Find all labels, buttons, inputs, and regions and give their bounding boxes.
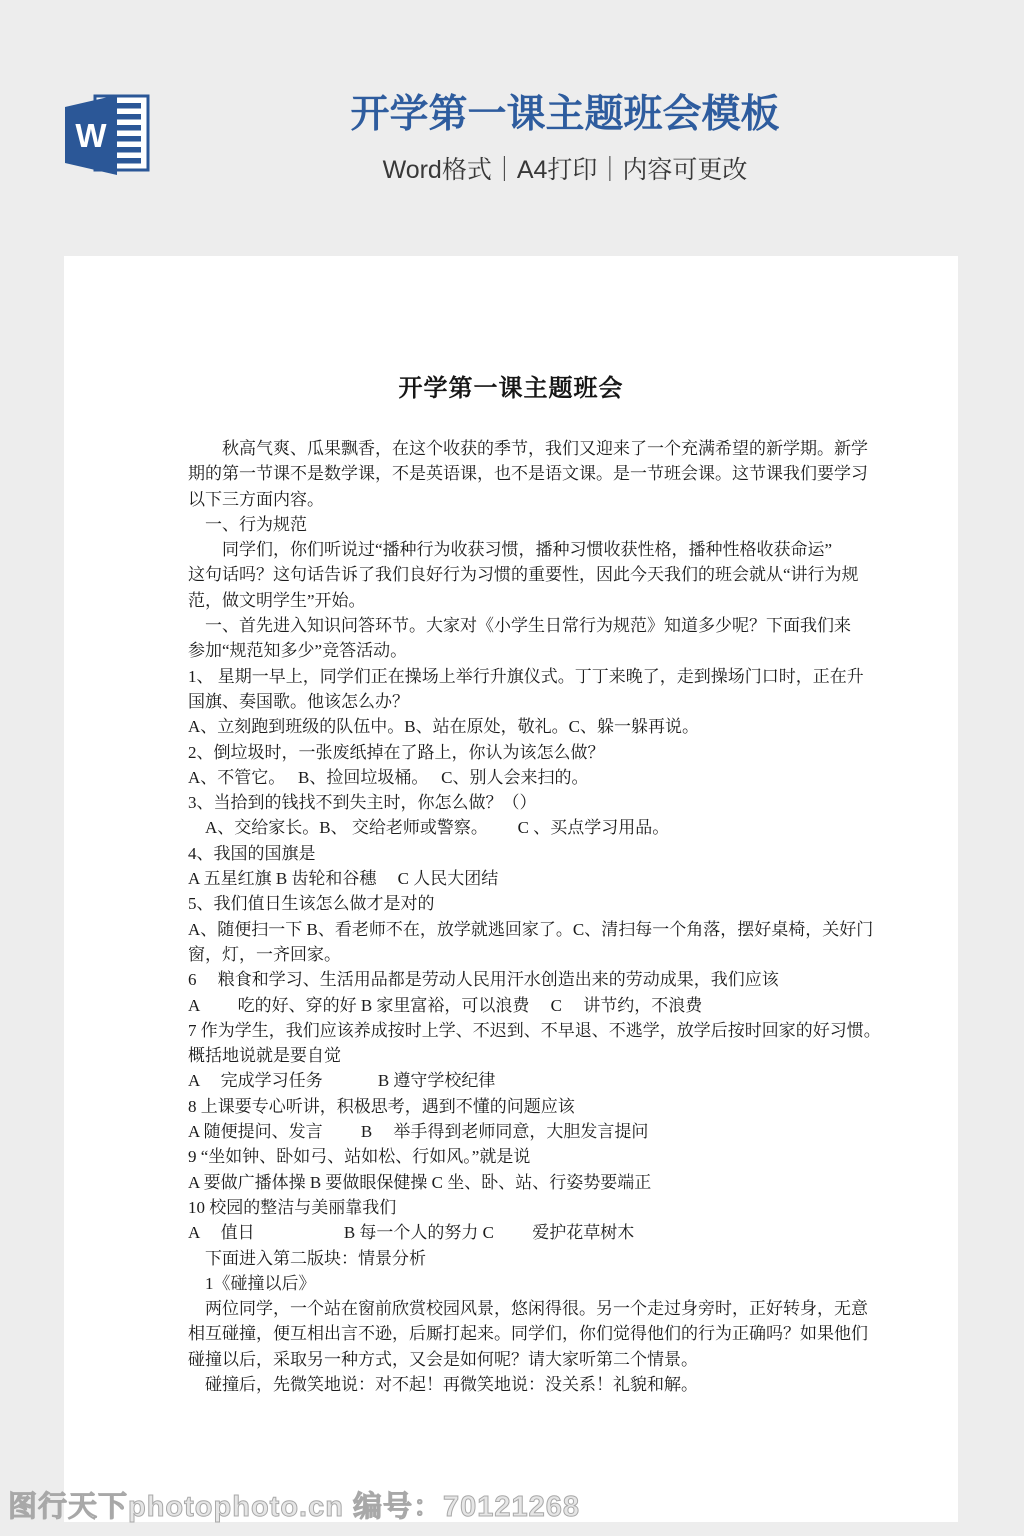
document-line: 概括地说就是要自觉 bbox=[188, 1046, 341, 1066]
document-line: 期的第一节课不是数学课，不是英语课，也不是语文课。是一节班会课。这节课我们要学习 bbox=[188, 464, 868, 484]
document-line: A 五星红旗 B 齿轮和谷穗 C 人民大团结 bbox=[188, 869, 499, 889]
word-icon-letter: W bbox=[75, 117, 107, 154]
template-subtitle: Word格式｜A4打印｜内容可更改 bbox=[382, 156, 748, 184]
document-line: 1、 星期一早上，同学们正在操场上举行升旗仪式。丁丁来晚了，走到操场门口时，正在升 bbox=[188, 666, 864, 686]
document-line: A、不管它。 B、捡回垃圾桶。 C、别人会来扫的。 bbox=[188, 767, 589, 787]
header-text-block bbox=[330, 92, 800, 186]
document-line: 秋高气爽、瓜果飘香，在这个收获的季节，我们又迎来了一个充满希望的新学期。新学 bbox=[188, 439, 868, 458]
document-line: 参加“规范知多少”竞答活动。 bbox=[188, 641, 408, 661]
document-title: 开学第一课主题班会 bbox=[398, 376, 624, 402]
document-line: 3、当拾到的钱找不到失主时，你怎么做？（） bbox=[188, 793, 537, 813]
document-line: 碰撞以后，采取另一种方式，又会是如何呢？请大家听第二个情景。 bbox=[188, 1349, 698, 1369]
document-line: 5、我们值日生该怎么做才是对的 bbox=[188, 894, 435, 914]
document-line: A 完成学习任务 B 遵守学校纪律 bbox=[188, 1071, 496, 1091]
document-line: 以下三方面内容。 bbox=[188, 489, 324, 509]
word-file-icon bbox=[60, 88, 160, 178]
document-line: 同学们，你们听说过“播种行为收获习惯，播种习惯收获性格，播种性格收获命运” bbox=[188, 540, 833, 560]
template-title: 开学第一课主题班会模板 bbox=[350, 93, 780, 136]
document-line: 碰撞后，先微笑地说：对不起！再微笑地说：没关系！礼貌和解。 bbox=[188, 1374, 698, 1394]
document-line: 10 校园的整洁与美丽靠我们 bbox=[188, 1197, 397, 1217]
document-line: 窗，灯，一齐回家。 bbox=[188, 944, 341, 964]
word-file-icon-svg bbox=[60, 88, 160, 178]
document-line: 两位同学，一个站在窗前欣赏校园风景，悠闲得很。另一个走过身旁时，正好转身，无意 bbox=[188, 1299, 868, 1319]
document-line: 7 作为学生，我们应该养成按时上学、不迟到、不早退、不逃学，放学后按时回家的好习惯。 bbox=[188, 1020, 881, 1040]
document-line: 8 上课要专心听讲，积极思考，遇到不懂的问题应该 bbox=[188, 1096, 575, 1116]
document-line: 相互碰撞，便互相出言不逊，后厮打起来。同学们，你们觉得他们的行为正确吗？如果他们 bbox=[188, 1324, 868, 1344]
document-line: A、交给家长。B、 交给老师或警察。 C 、买点学习用品。 bbox=[188, 818, 670, 838]
document-line: A 吃的好、穿的好 B 家里富裕，可以浪费 C 讲节约，不浪费 bbox=[188, 995, 703, 1015]
document-line: 6 粮食和学习、生活用品都是劳动人民用汗水创造出来的劳动成果，我们应该 bbox=[188, 970, 779, 990]
document-line: A 值日 B 每一个人的努力 C 爱护花草树木 bbox=[188, 1223, 635, 1243]
document-line: 1《碰撞以后》 bbox=[188, 1273, 316, 1293]
document-line: 2、倒垃圾时，一张废纸掉在了路上，你认为该怎么做？ bbox=[188, 742, 605, 762]
document-body bbox=[188, 436, 881, 1397]
document-line: 一、首先进入知识问答环节。大家对《小学生日常行为规范》知道多少呢？下面我们来 bbox=[188, 616, 851, 636]
watermark-text: 图行天下photophoto.cn 编号：70121268 bbox=[8, 1491, 581, 1523]
document-page bbox=[64, 256, 958, 1522]
document-line: 4、我国的国旗是 bbox=[188, 843, 316, 863]
document-line: A、立刻跑到班级的队伍中。B、站在原处，敬礼。C、躲一躲再说。 bbox=[188, 717, 699, 737]
document-line: 9 “坐如钟、卧如弓、站如松、行如风。”就是说 bbox=[188, 1147, 531, 1167]
document-line: A 要做广播体操 B 要做眼保健操 C 坐、卧、站、行姿势要端正 bbox=[188, 1172, 652, 1192]
document-line: A、随便扫一下 B、看老师不在，放学就逃回家了。C、清扫每一个角落，摆好桌椅，关好门 bbox=[188, 919, 874, 939]
document-line: 这句话吗？这句话告诉了我们良好行为习惯的重要性，因此今天我们的班会就从“讲行为规 bbox=[188, 565, 859, 585]
document-line: A 随便提问、发言 B 举手得到老师同意，大胆发言提问 bbox=[188, 1122, 649, 1142]
document-line: 范，做文明学生”开始。 bbox=[188, 590, 366, 610]
document-line: 下面进入第二版块：情景分析 bbox=[188, 1248, 426, 1268]
document-line: 国旗、奏国歌。他该怎么办？ bbox=[188, 691, 409, 711]
document-line: 一、行为规范 bbox=[188, 514, 307, 534]
